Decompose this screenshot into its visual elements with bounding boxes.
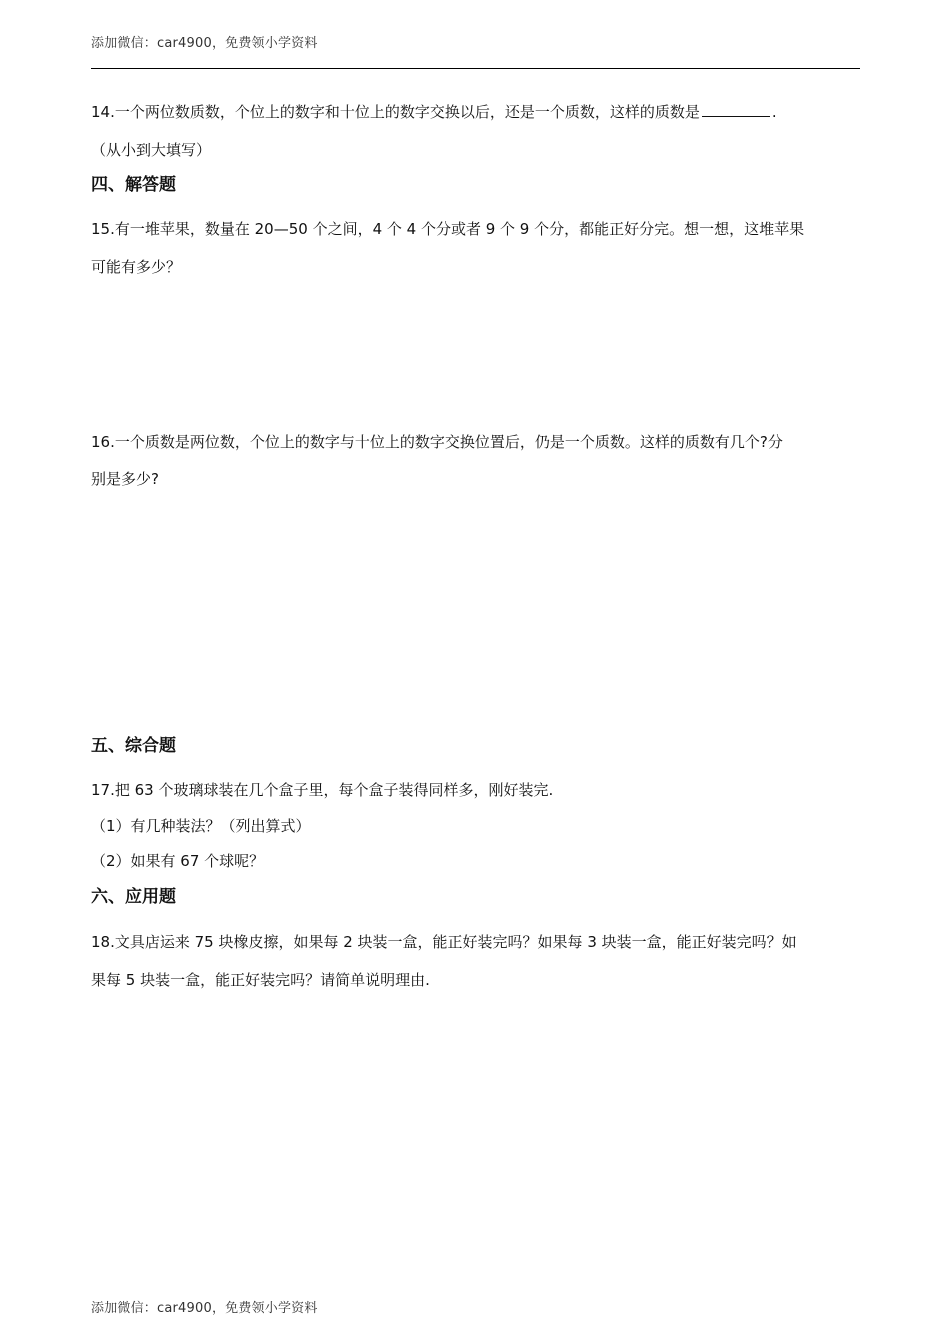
question-18-line-1: 18.文具店运来 75 块橡皮擦，如果每 2 块装一盒，能正好装完吗？如果每 3 块装一盒，能正好装完吗？如 [91, 933, 797, 951]
section-title-6: 六、应用题 [91, 887, 176, 907]
section-title-5: 五、综合题 [91, 736, 176, 756]
section-title-4: 四、解答题 [91, 175, 176, 195]
question-17-line-1: 17.把 63 个玻璃球装在几个盒子里，每个盒子装得同样多，刚好装完. [91, 781, 554, 799]
question-16-line-2: 别是多少? [91, 470, 159, 488]
question-15-line-2: 可能有多少？ [91, 258, 182, 276]
question-14-period: . [771, 103, 777, 121]
header-divider [91, 68, 860, 69]
question-17-part-2: （2）如果有 67 个球呢？ [91, 852, 265, 870]
page-footer: 添加微信：car4900，免费领小学资料 [91, 1301, 318, 1316]
answer-blank[interactable] [702, 102, 770, 117]
question-16-line-1: 16.一个质数是两位数，个位上的数字与十位上的数字交换位置后，仍是一个质数。这样的质数有几个?分 [91, 433, 783, 451]
question-15-line-1: 15.有一堆苹果，数量在 20—50 个之间，4 个 4 个分或者 9 个 9 个分，都能正好分完。想一想，这堆苹果 [91, 220, 805, 238]
question-18-line-2: 果每 5 块装一盒，能正好装完吗？请简单说明理由. [91, 971, 430, 989]
question-14-line-2: （从小到大填写） [91, 141, 212, 159]
page-header: 添加微信：car4900，免费领小学资料 [91, 36, 318, 51]
question-17-part-1: （1）有几种装法？（列出算式） [91, 817, 311, 835]
question-14-text: 14.一个两位数质数，个位上的数字和十位上的数字交换以后，还是一个质数，这样的质数是 [91, 103, 700, 121]
question-14-line-1 [91, 102, 777, 122]
